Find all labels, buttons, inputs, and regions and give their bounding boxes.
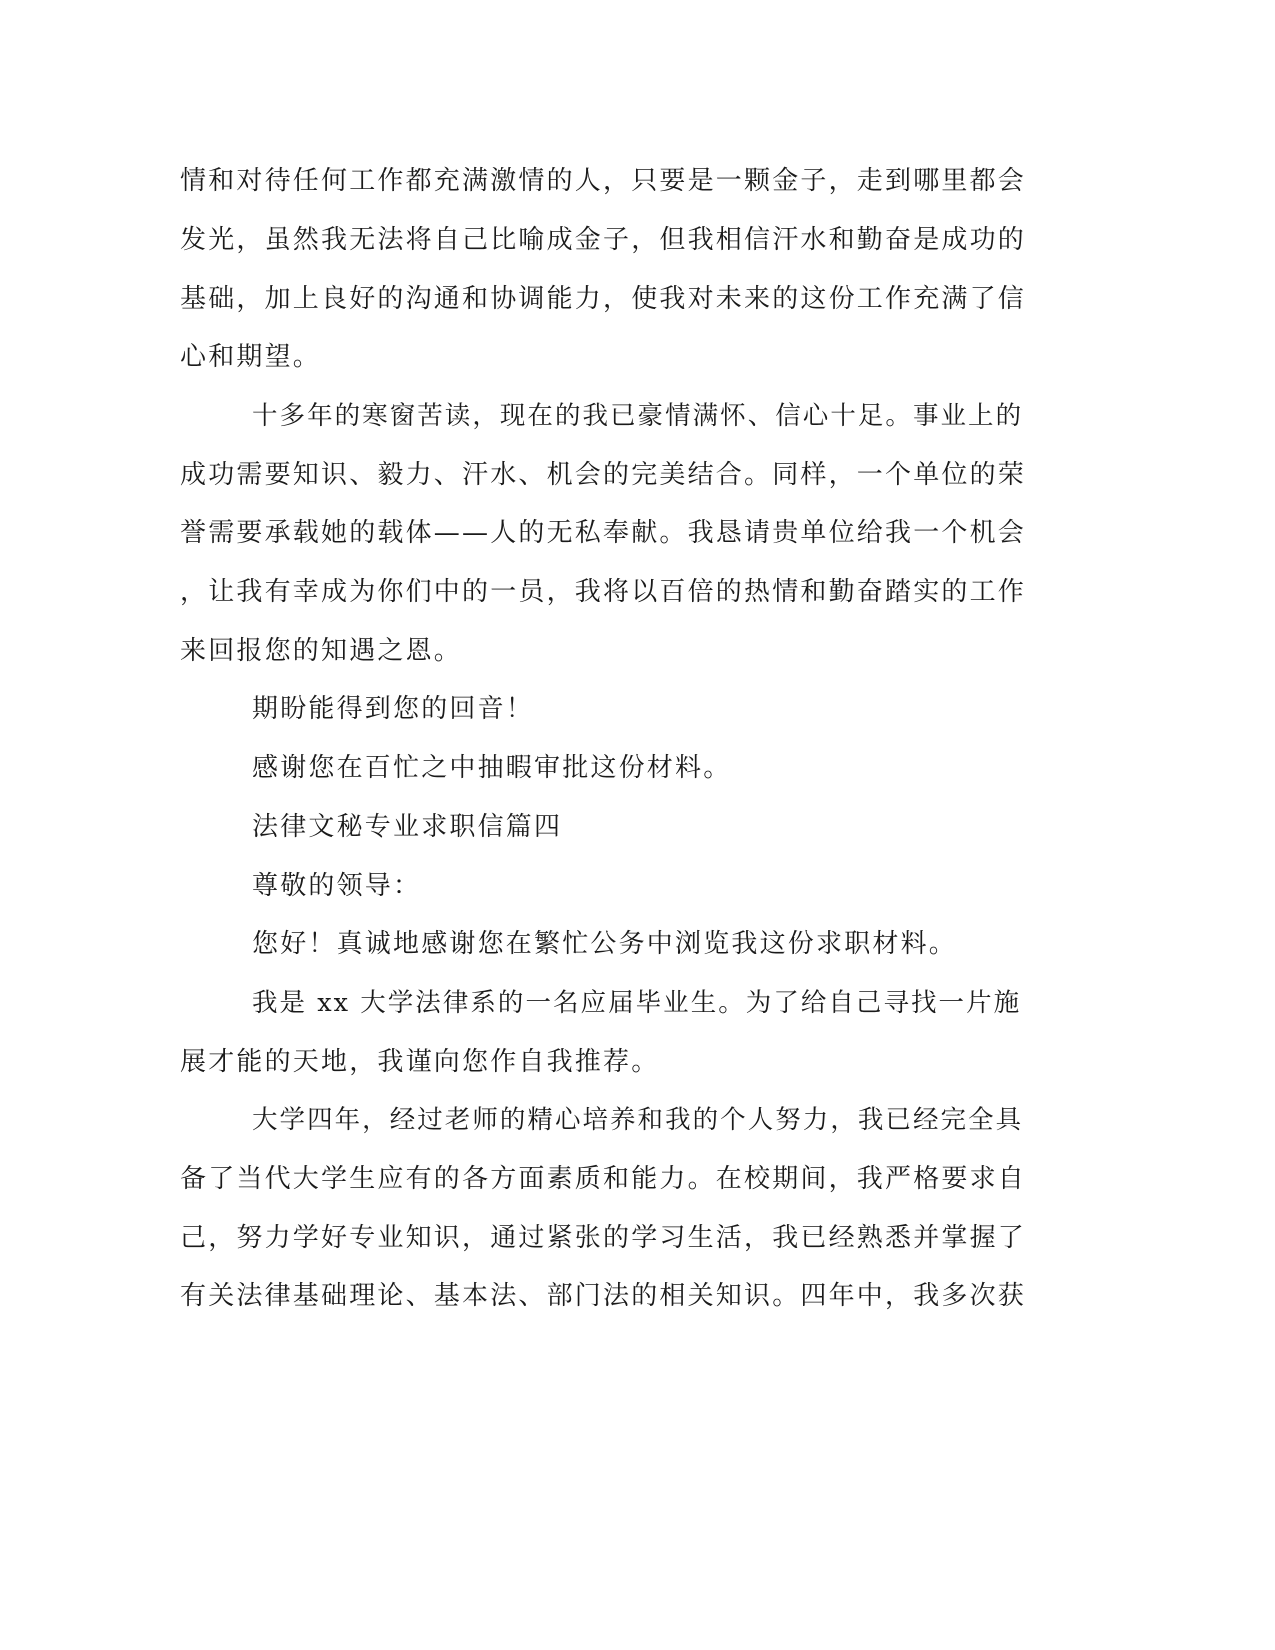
- text-line-14: 您好！真诚地感谢您在繁忙公务中浏览我这份求职材料。: [252, 929, 958, 959]
- text-line-8: ，让我有幸成为你们中的一员，我将以百倍的热情和勤奋踏实的工作: [180, 577, 1027, 607]
- text-line-16: 展才能的天地，我谨向您作自我推荐。: [180, 1047, 660, 1077]
- text-line-9: 来回报您的知遇之恩。: [180, 636, 463, 666]
- text-line-3: 基础，加上良好的沟通和协调能力，使我对未来的这份工作充满了信: [180, 284, 1027, 314]
- text-line-17: 大学四年，经过老师的精心培养和我的个人努力，我已经完全具: [252, 1105, 1024, 1135]
- text-line-1: 情和对待任何工作都充满激情的人，只要是一颗金子，走到哪里都会: [180, 166, 1027, 196]
- text-line-6: 成功需要知识、毅力、汗水、机会的完美结合。同样，一个单位的荣: [180, 460, 1027, 490]
- text-line-20: 有关法律基础理论、基本法、部门法的相关知识。四年中，我多次获: [180, 1281, 1027, 1311]
- text-line-4: 心和期望。: [180, 342, 322, 372]
- section-heading: 法律文秘专业求职信篇四: [252, 812, 563, 842]
- text-line-15: 我是 xx 大学法律系的一名应届毕业生。为了给自己寻找一片施: [252, 988, 1022, 1018]
- text-line-19: 己，努力学好专业知识，通过紧张的学习生活，我已经熟悉并掌握了: [180, 1223, 1027, 1253]
- text-line-2: 发光，虽然我无法将自己比喻成金子，但我相信汗水和勤奋是成功的: [180, 225, 1027, 255]
- salutation: 尊敬的领导：: [252, 871, 422, 901]
- text-line-18: 备了当代大学生应有的各方面素质和能力。在校期间，我严格要求自: [180, 1164, 1027, 1194]
- text-line-5: 十多年的寒窗苦读，现在的我已豪情满怀、信心十足。事业上的: [252, 401, 1024, 431]
- text-line-7: 誉需要承载她的载体——人的无私奉献。我恳请贵单位给我一个机会: [180, 518, 1027, 548]
- text-line-10: 期盼能得到您的回音！: [252, 694, 535, 724]
- text-line-11: 感谢您在百忙之中抽暇审批这份材料。: [252, 753, 732, 783]
